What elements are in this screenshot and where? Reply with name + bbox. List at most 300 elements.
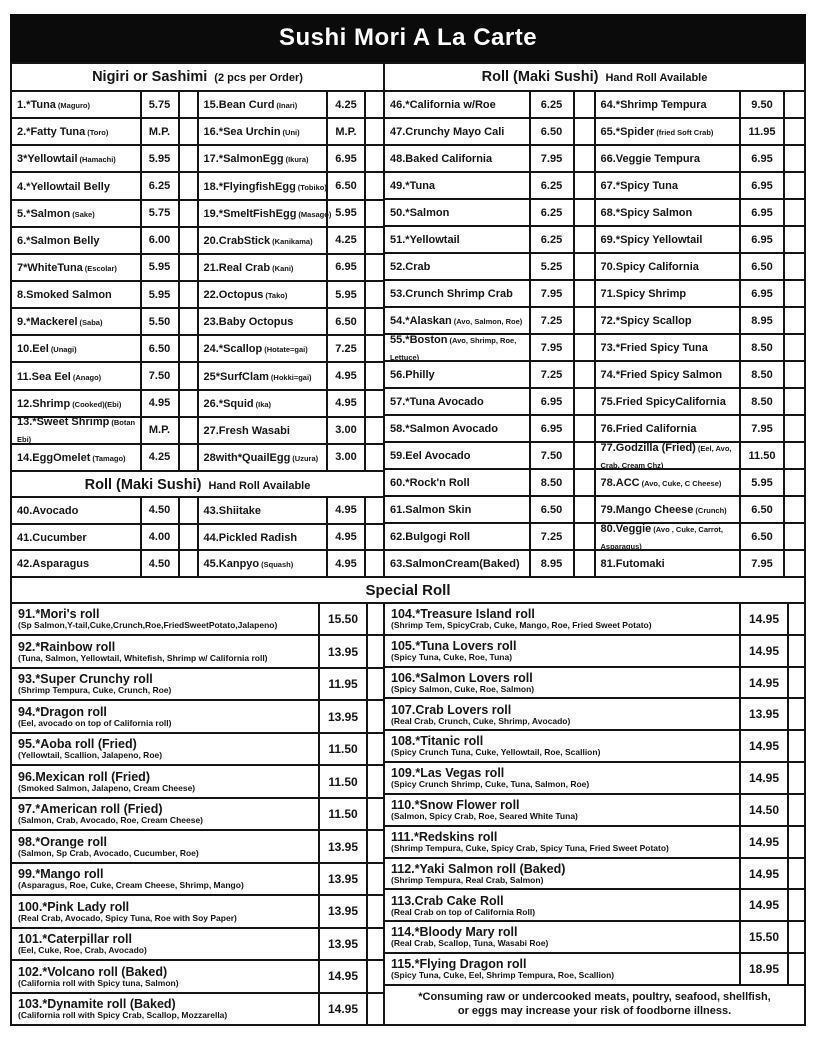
menu-item-row [12,389,197,416]
item-name-cell [199,309,327,334]
order-quantity-box [178,92,197,117]
order-quantity-box [364,146,383,171]
item-name: 77.Godzilla (Fried) [600,441,696,454]
order-quantity-box [364,228,383,253]
order-quantity-box [573,389,594,414]
item-name-cell [596,335,740,360]
item-price: 13.95 [318,636,366,666]
item-ingredients: (fried Soft Crab) [656,128,714,138]
item-price: 11.50 [739,443,783,468]
menu-item-row [385,920,804,952]
item-name-cell [199,336,327,361]
item-name-cell [12,525,140,550]
item-name-cell [385,668,739,698]
item-price: 5.75 [140,92,178,117]
item-price: 4.25 [326,92,364,117]
menu-item-row [385,225,594,252]
item-name-cell [596,416,740,441]
order-quantity-box [178,173,197,198]
roll-right-column-2 [594,92,805,576]
menu-item-row [385,761,804,793]
item-name: 101.*Caterpillar roll [18,932,132,947]
menu-item-row [12,498,197,523]
menu-item-row [12,226,197,253]
item-price: 14.95 [318,994,366,1024]
special-roll-column-1 [12,604,383,1024]
item-name: 47.Crunchy Mayo Cali [390,126,505,139]
item-japanese-name: (Hokki=gai) [270,372,312,382]
item-name: 115.*Flying Dragon roll [391,957,527,972]
section-title: Roll (Maki Sushi) [84,477,202,493]
item-ingredients: (Spicy Tuna, Cuke, Eel, Shrimp Tempura, Roe, Scallion) [391,970,615,981]
item-ingredients: (Eel, Cuke, Roe, Crab, Avocado) [18,945,147,956]
item-japanese-name: (Uni) [282,128,300,138]
menu-item-row [385,888,804,920]
item-name: 72.*Spicy Scallop [600,315,692,328]
order-quantity-box [178,201,197,226]
item-name: 69.*Spicy Yellowtail [600,234,703,247]
item-japanese-name: (Tobiko) [297,182,327,192]
order-quantity-box [783,389,804,414]
order-quantity-box [178,255,197,280]
item-price: 14.95 [739,859,787,889]
order-quantity-box [178,336,197,361]
item-japanese-name: (Tako) [265,291,288,301]
menu-item-row [199,171,384,198]
item-japanese-name: (Ikura) [285,155,309,165]
order-quantity-box [573,362,594,387]
item-name-cell [596,200,740,225]
item-name: 16.*Sea Urchin [203,126,281,139]
item-price: 15.50 [739,922,787,952]
item-name: 14.EggOmelet [17,452,91,464]
item-name-cell [385,827,739,857]
order-quantity-box [787,604,804,634]
item-name: 55.*Boston [390,333,448,346]
item-price: 6.50 [326,309,364,334]
item-price: M.P. [140,119,178,144]
item-name-cell [596,497,740,522]
item-name-cell [12,669,318,699]
item-name: 17.*SalmonEgg [203,153,284,166]
menu-item-row [385,952,804,984]
item-name-cell [596,254,740,279]
item-name: 41.Cucumber [17,531,87,544]
order-quantity-box [573,416,594,441]
item-price: 4.50 [140,498,178,523]
item-japanese-name: (Hamachi) [79,155,116,165]
item-name: 113.Crab Cake Roll [391,893,504,908]
item-ingredients: (Asparagus, Roe, Cuke, Cream Cheese, Shrimp, Mango) [18,880,244,891]
item-price: 4.95 [326,551,364,576]
item-name-cell [12,201,140,226]
item-name-cell [385,551,529,576]
item-name: 7*WhiteTuna [17,262,83,275]
menu-item-row [199,549,384,576]
item-price: M.P. [326,119,364,144]
order-quantity-box [178,498,197,523]
item-name: 75.Fried SpicyCalifornia [600,396,726,409]
item-name-cell [385,200,529,225]
item-price: 4.95 [326,525,364,550]
item-price: 14.50 [739,795,787,825]
menu-item-row [385,144,594,171]
item-ingredients: (Real Crab, Scallop, Tuna, Wasabi Roe) [391,938,549,949]
menu-item-row [596,414,805,441]
item-name: 107.Crab Lovers roll [391,702,512,717]
item-name: 64.*Shrimp Tempura [600,99,707,112]
item-name: 28with*QuailEgg [203,452,291,464]
menu-item-row [385,414,594,441]
menu-item-row [12,549,197,576]
item-price: 8.50 [739,335,783,360]
item-price: 18.95 [739,954,787,984]
menu-item-row [12,117,197,144]
item-price: 4.25 [326,228,364,253]
item-name: 53.Crunch Shrimp Crab [390,288,513,301]
item-price: 14.95 [318,961,366,991]
menu-item-row [385,793,804,825]
item-name: 25*SurfClam [203,370,269,383]
menu-item-row [385,117,594,144]
item-ingredients: (Avo , Cuke, Carrot, Asparagus) [600,524,723,551]
item-ingredients: (Crunch) [695,506,727,516]
item-price: 7.25 [326,336,364,361]
menu-item-row [12,307,197,334]
menu-item-row [596,549,805,576]
order-quantity-box [366,636,383,666]
item-name: 6.*Salmon Belly [17,234,100,247]
item-ingredients: (Avo, Salmon, Roe) [453,317,523,327]
disclaimer-line-1: *Consuming raw or undercooked meats, poultry, seafood, shellfish, [418,991,771,1004]
item-name-cell [596,92,740,117]
item-name-cell [199,551,327,576]
item-name-cell [12,228,140,253]
item-name: 24.*Scallop [203,343,263,356]
item-price: 5.95 [140,255,178,280]
item-japanese-name: (Escolar) [84,264,117,274]
item-ingredients: (Salmon, Sp Crab, Avocado, Cucumber, Roe) [18,847,199,858]
menu-item-row [12,253,197,280]
menu-item-row [385,729,804,761]
item-price: 13.95 [318,929,366,959]
order-quantity-box [573,443,594,468]
item-price: 6.25 [529,92,573,117]
order-quantity-box [573,200,594,225]
menu-item-row [12,280,197,307]
menu-item-row [596,144,805,171]
order-quantity-box [573,119,594,144]
order-quantity-box [573,308,594,333]
item-name: 54.*Alaskan [390,315,452,328]
item-price: M.P. [140,418,178,443]
item-price: 4.50 [140,551,178,576]
menu-item-row [12,829,383,861]
order-quantity-box [364,336,383,361]
item-price: 6.95 [739,227,783,252]
order-quantity-box [787,922,804,952]
order-quantity-box [366,766,383,796]
item-price: 4.95 [140,391,178,416]
section-subtitle: (2 pcs per Order) [214,72,303,84]
item-japanese-name: (Cooked)(Ebi) [72,399,122,409]
item-name-cell [385,173,529,198]
item-name-cell [12,92,140,117]
menu-item-row [385,360,594,387]
item-name-cell [12,929,318,959]
order-quantity-box [783,551,804,576]
item-price: 6.00 [140,228,178,253]
item-name: 12.Shrimp [17,397,71,410]
item-name: 57.*Tuna Avocado [390,396,484,409]
order-quantity-box [783,497,804,522]
item-japanese-name: (Anago) [72,372,102,382]
item-name-cell [12,734,318,764]
item-name-cell [12,961,318,991]
section-subtitle: Hand Roll Available [605,72,708,84]
item-price: 6.25 [529,200,573,225]
order-quantity-box [783,281,804,306]
top-section [10,62,806,578]
item-name: 23.Baby Octopus [203,316,294,329]
menu-item-row [199,523,384,550]
order-quantity-box [366,701,383,731]
item-name-cell [385,890,739,920]
item-name: 59.Eel Avocado [390,450,471,463]
order-quantity-box [783,200,804,225]
item-name-cell [12,896,318,926]
item-ingredients: (Real Crab, Avocado, Spicy Tuna, Roe with Soy Paper) [18,912,237,923]
item-name-cell [385,922,739,952]
item-name: 40.Avocado [17,504,79,517]
menu-item-row [199,361,384,388]
order-quantity-box [573,254,594,279]
order-quantity-box [573,227,594,252]
menu-item-row [12,894,383,926]
item-price: 6.95 [529,389,573,414]
menu-item-row [12,604,383,634]
menu-item-row [385,468,594,495]
order-quantity-box [366,734,383,764]
item-price: 6.50 [739,497,783,522]
order-quantity-box [783,443,804,468]
item-name: 13.*Sweet Shrimp [17,416,110,429]
item-price: 14.95 [739,604,787,634]
menu-item-row [596,225,805,252]
item-name-cell [385,443,529,468]
order-quantity-box [573,92,594,117]
item-name: 67.*Spicy Tuna [600,180,678,193]
menu-item-row [385,92,594,117]
order-quantity-box [787,827,804,857]
order-quantity-box [573,146,594,171]
item-name-cell [596,524,740,549]
item-name-cell [596,227,740,252]
menu-item-row [12,699,383,731]
item-name: 20.CrabStick [203,234,271,247]
item-price: 14.95 [739,890,787,920]
menu-item-row [199,416,384,443]
nigiri-column-1 [12,92,197,470]
item-name: 50.*Salmon [390,207,450,220]
item-ingredients: (Tuna, Salmon, Yellowtail, Whitefish, Shrimp w/ California roll) [18,652,268,663]
item-price: 6.50 [326,173,364,198]
item-name-cell [12,551,140,576]
order-quantity-box [366,831,383,861]
item-ingredients: (Avo, Cuke, C Cheese) [641,479,722,489]
order-quantity-box [783,335,804,360]
item-price: 8.50 [739,389,783,414]
item-name: 106.*Salmon Lovers roll [391,670,533,685]
menu-item-row [596,198,805,225]
section-title: Nigiri or Sashimi [92,69,208,85]
order-quantity-box [178,445,197,470]
item-price: 7.50 [529,443,573,468]
item-name: 45.Kanpyo [203,558,260,571]
menu-item-row [12,92,197,117]
item-ingredients: (Real Crab, Crunch, Cuke, Shrimp, Avocado) [391,715,571,726]
item-name-cell [596,551,740,576]
item-price: 6.50 [739,524,783,549]
item-name-cell [199,146,327,171]
menu-item-row [596,333,805,360]
item-price: 4.95 [326,498,364,523]
order-quantity-box [783,470,804,495]
menu-item-row [12,959,383,991]
menu-item-row [199,389,384,416]
order-quantity-box [787,731,804,761]
item-ingredients: (Spicy Salmon, Cuke, Roe, Salmon) [391,683,535,694]
item-name-cell [12,831,318,861]
item-name-cell [385,954,739,984]
item-name-cell [199,498,327,523]
item-name: 4.*Yellowtail Belly [17,180,110,193]
menu-item-row [385,387,594,414]
order-quantity-box [364,309,383,334]
order-quantity-box [178,391,197,416]
item-ingredients: (Salmon, Spicy Crab, Roe, Seared White Tuna) [391,811,578,822]
item-name: 19.*SmeltFishEgg [203,207,297,220]
item-price: 7.95 [739,416,783,441]
item-japanese-name: (Maguro) [57,101,90,111]
item-name: 80.Veggie [600,522,652,535]
special-roll-section [10,604,806,1026]
menu-item-row [12,361,197,388]
item-price: 5.95 [739,470,783,495]
item-name-cell [385,859,739,889]
item-name: 10.Eel [17,343,49,356]
menu-item-row [199,92,384,117]
item-name-cell [596,119,740,144]
item-name: 73.*Fried Spicy Tuna [600,342,708,355]
item-name: 2.*Fatty Tuna [17,126,86,139]
item-name: 11.Sea Eel [17,370,71,383]
item-name-cell [199,119,327,144]
menu-item-row [199,307,384,334]
menu-item-row [385,549,594,576]
menu-item-row [12,797,383,829]
order-quantity-box [364,255,383,280]
order-quantity-box [178,228,197,253]
item-japanese-name: (Saba) [79,318,103,328]
order-quantity-box [178,119,197,144]
item-name-cell [12,445,140,470]
item-price: 5.75 [140,201,178,226]
order-quantity-box [364,119,383,144]
order-quantity-box [178,146,197,171]
order-quantity-box [787,636,804,666]
menu-title: Sushi Mori A La Carte [278,24,538,51]
item-name: 81.Futomaki [600,558,665,571]
order-quantity-box [366,799,383,829]
order-quantity-box [366,669,383,699]
item-price: 14.95 [739,731,787,761]
item-japanese-name: (Masago) [298,209,332,219]
item-price: 6.95 [739,173,783,198]
order-quantity-box [787,763,804,793]
order-quantity-box [573,470,594,495]
item-name-cell [385,636,739,666]
order-quantity-box [573,173,594,198]
order-quantity-box [573,335,594,360]
order-quantity-box [787,668,804,698]
item-price: 3.00 [326,418,364,443]
item-name: 97.*American roll (Fried) [18,802,163,817]
roll-left-grid [12,498,383,576]
menu-item-row [596,171,805,198]
item-name: 26.*Squid [203,397,254,410]
item-price: 6.50 [529,119,573,144]
section-title: Special Roll [365,581,451,599]
item-name-cell [12,636,318,666]
item-price: 5.50 [140,309,178,334]
item-name: 76.Fried California [600,423,697,436]
item-name: 91.*Mori's roll [18,607,100,622]
menu-item-row [12,171,197,198]
menu-item-row [199,117,384,144]
item-ingredients: (Avo, Shrimp, Roe, Lettuce) [390,335,517,362]
item-name: 60.*Rock'n Roll [390,477,470,490]
order-quantity-box [364,551,383,576]
item-price: 9.50 [739,92,783,117]
item-name-cell [385,308,529,333]
item-price: 11.50 [318,799,366,829]
order-quantity-box [783,173,804,198]
item-ingredients: (Eel, Avo, Crab, Cream Chz) [600,443,732,470]
nigiri-grid [12,92,383,470]
item-name-cell [385,470,529,495]
menu-item-row [596,117,805,144]
item-name-cell [199,201,332,226]
item-name-cell [596,308,740,333]
menu-item-row [199,199,384,226]
item-price: 6.25 [140,173,178,198]
item-name-cell [385,362,529,387]
item-price: 11.50 [318,734,366,764]
item-name-cell [385,335,529,360]
item-name-cell [385,604,739,634]
order-quantity-box [783,254,804,279]
item-price: 7.25 [529,362,573,387]
item-japanese-name: (Sake) [72,209,95,219]
order-quantity-box [178,418,197,443]
menu-item-row [596,441,805,468]
item-name: 52.Crab [390,261,431,274]
nigiri-and-roll-left [12,64,383,576]
item-name: 63.SalmonCream(Baked) [390,558,520,571]
item-name: 51.*Yellowtail [390,234,460,247]
item-name-cell [385,699,739,729]
